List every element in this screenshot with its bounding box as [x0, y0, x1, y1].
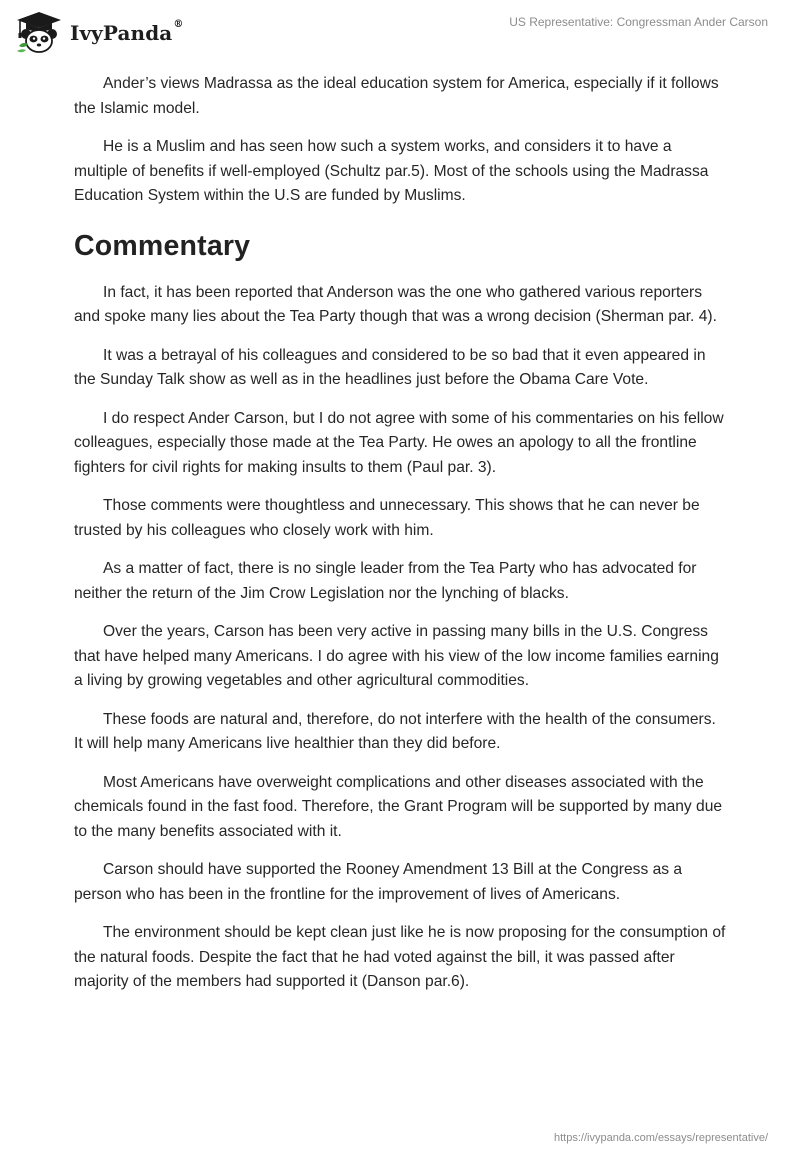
paragraph: He is a Muslim and has seen how such a system works, and considers it to have a multiple of benefits if well-employed (Schultz par.5). Most of the schools using the Madrassa Education System within the U.S are funded by Muslims.	[74, 138, 709, 204]
paragraph: These foods are natural and, therefore, do not interfere with the health of the consumers. It will help many Americans live healthier than they did before.	[74, 710, 716, 752]
paragraph: Ander’s views Madrassa as the ideal education system for America, especially if it follows the Islamic model.	[74, 75, 719, 117]
paragraph: Over the years, Carson has been very active in passing many bills in the U.S. Congress that have helped many Americans. I do agree with his view of the low income families earning a living by growing vegetables and other agricultural commodities.	[74, 623, 719, 689]
ivypanda-logo[interactable]	[14, 10, 183, 54]
paragraph: Most Americans have overweight complications and other diseases associated with the chemicals found in the fast food. Therefore, the Grant Program will be supported by many due to the many benefits associated with it.	[74, 773, 723, 840]
paragraph: It was a betrayal of his colleagues and considered to be so bad that it even appeared in the Sunday Talk show as well as in the headlines just before the Obama Care Vote.	[74, 346, 706, 388]
paragraph: Carson should have supported the Rooney Amendment 13 Bill at the Congress as a person who has been in the frontline for the improvement of lives of Americans.	[74, 861, 683, 903]
paragraph: I do respect Ander Carson, but I do not agree with some of his commentaries on his fellow colleagues, especially those made at the Tea Party. He owes an apology to all the frontline fighters for civil rights for making insults to them (Paul par. 3).	[74, 409, 724, 476]
brand-registered-mark: ®	[173, 19, 184, 30]
article-content	[74, 72, 726, 1009]
section-heading: Commentary	[74, 229, 251, 262]
source-url[interactable]: https://ivypanda.com/essays/representative/	[554, 1132, 768, 1144]
page-header	[0, 0, 800, 60]
brand-name	[70, 21, 183, 45]
panda-graduation-cap-icon	[14, 10, 64, 54]
paragraph: In fact, it has been reported that Anderson was the one who gathered various reporters and spoke many lies about the Tea Party though that was a wrong decision (Sherman par. 4).	[74, 283, 717, 325]
paragraph: As a matter of fact, there is no single leader from the Tea Party who has advocated for neither the return of the Jim Crow Legislation nor the lynching of blacks.	[74, 560, 697, 602]
paragraph: Those comments were thoughtless and unnecessary. This shows that he can never be trusted by his colleagues who closely work with him.	[74, 497, 700, 539]
document-title: US Representative: Congressman Ander Carson	[509, 15, 768, 29]
paragraph: The environment should be kept clean just like he is now proposing for the consumption of the natural foods. Despite the fact that he had voted against the bill, it was passed after majority of the members had supported it (Danson par.6).	[74, 924, 726, 990]
brand-name-text: IvyPanda	[70, 21, 173, 45]
